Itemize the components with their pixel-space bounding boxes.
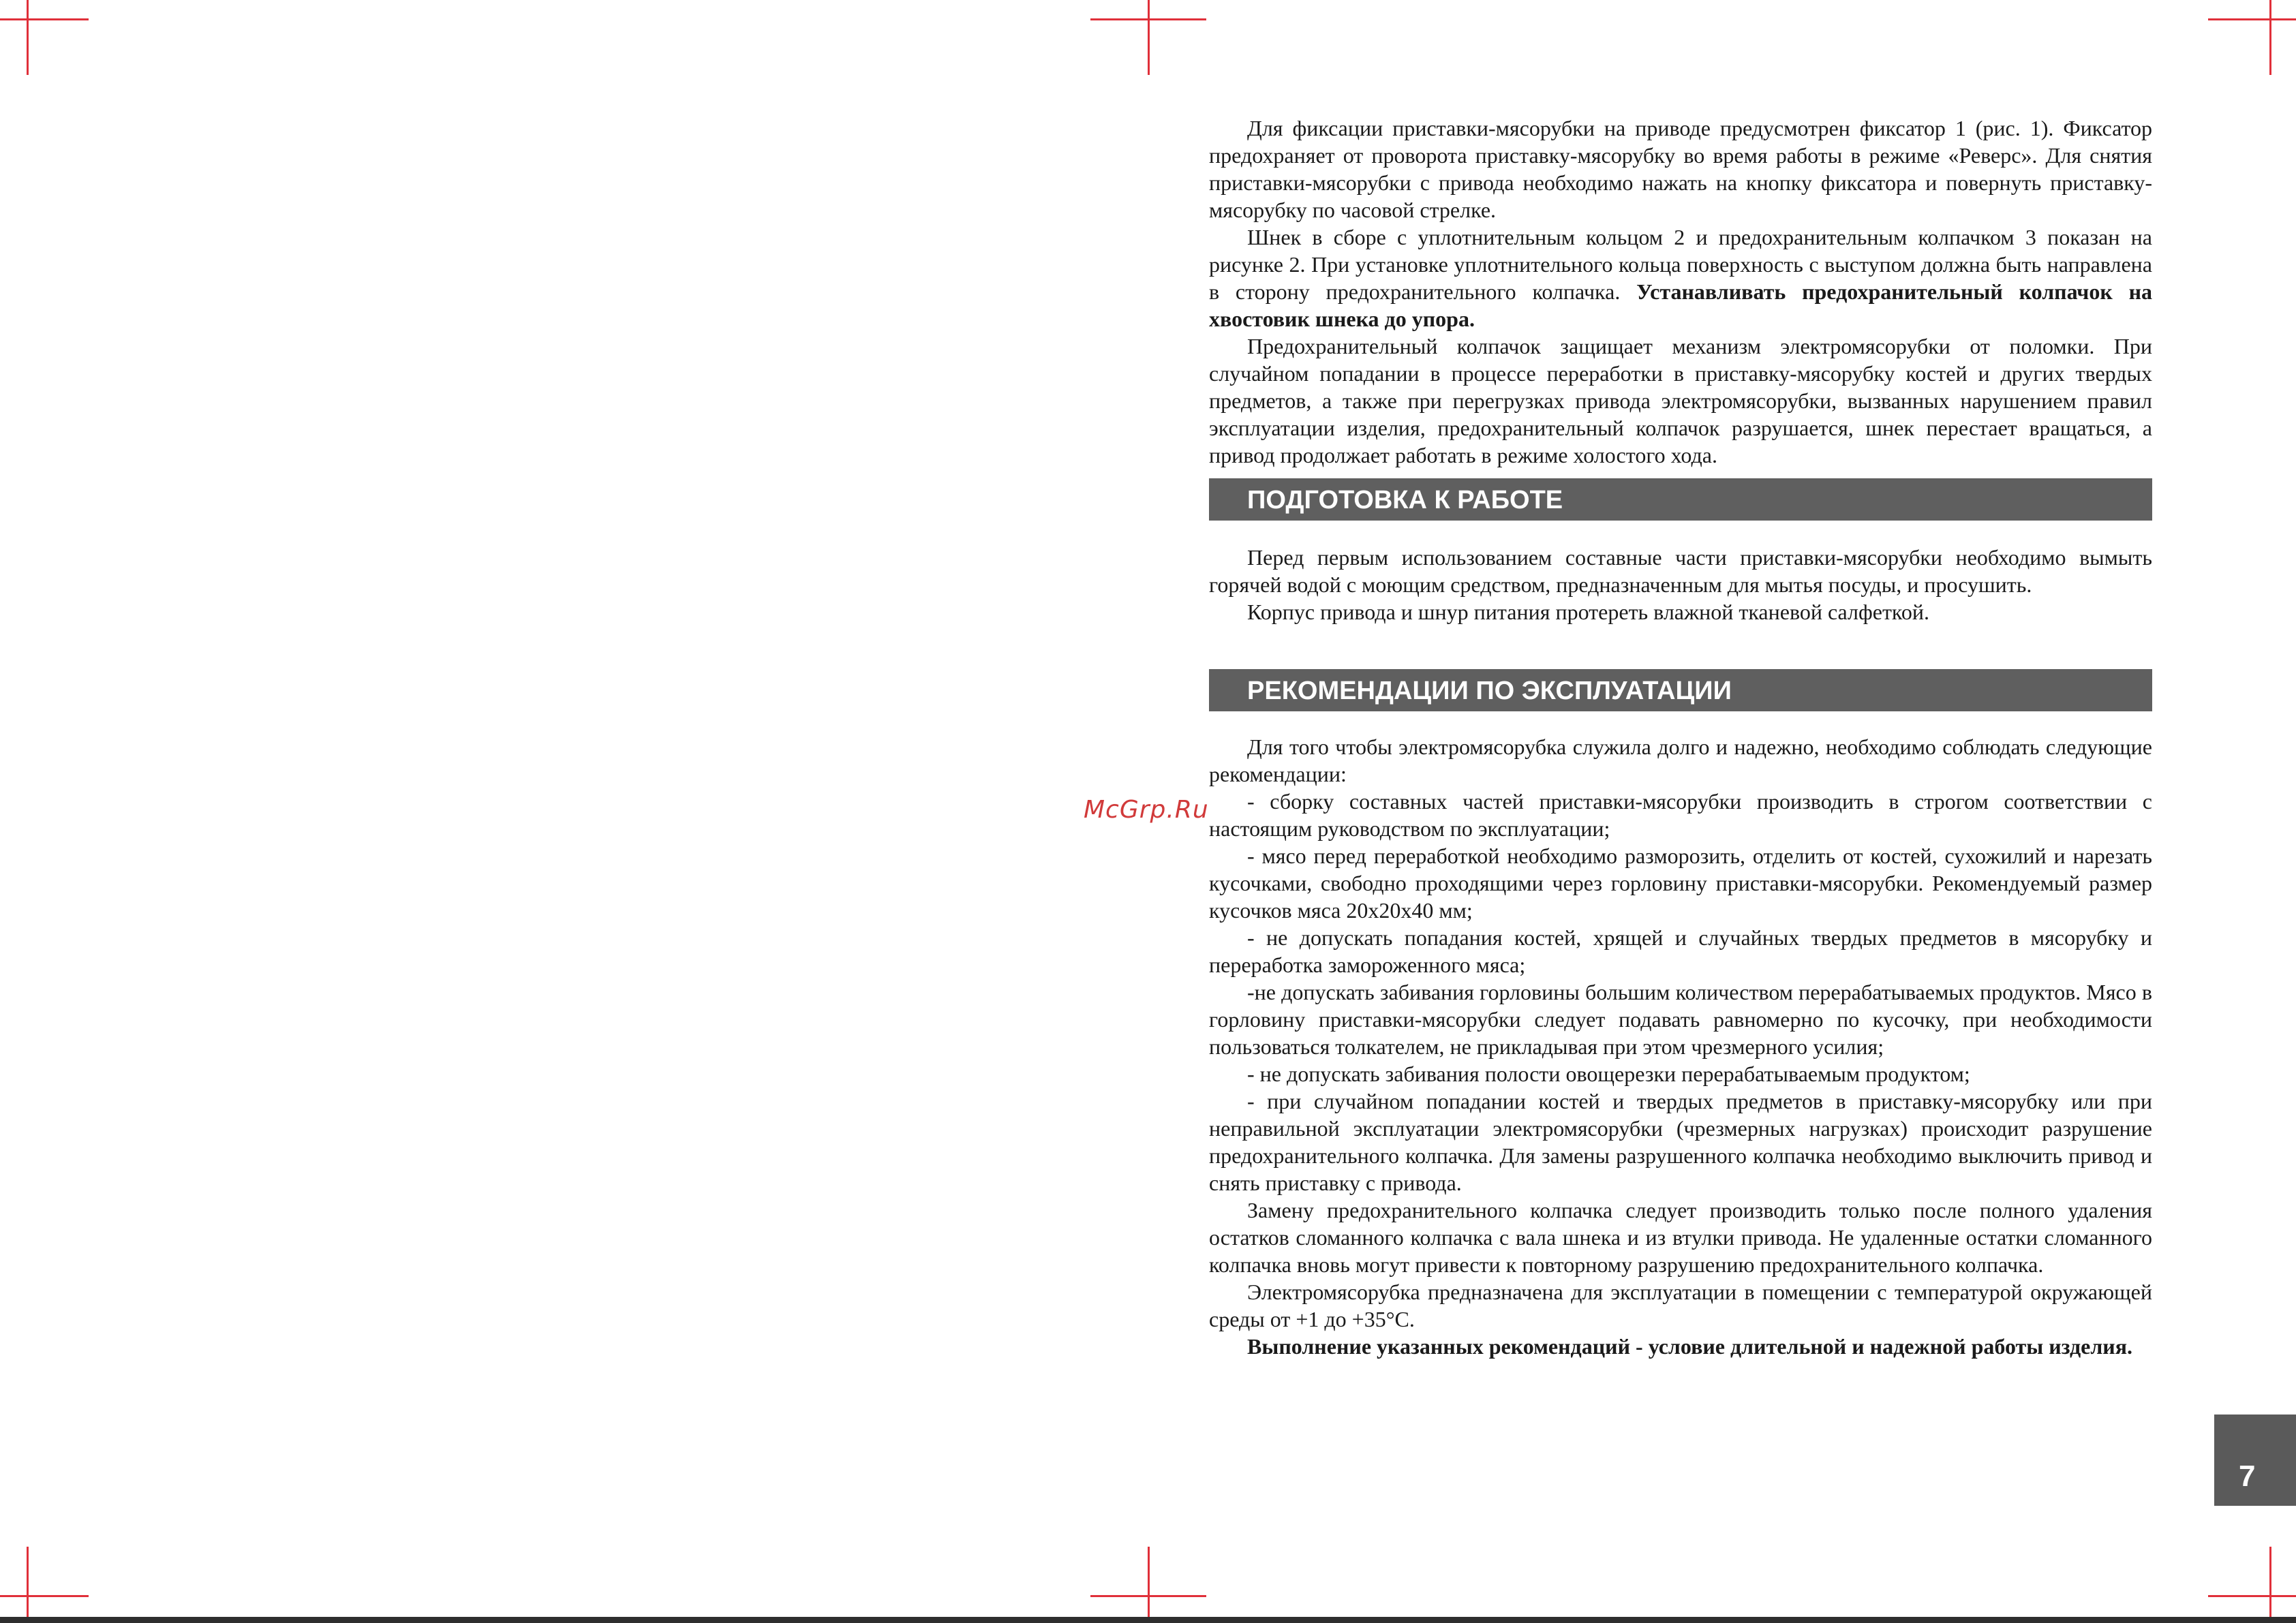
paragraph: Электромясорубка предназначена для эксплуатации в помещении с температурой окружающей среды от +1 до +35°С.	[1209, 1280, 2152, 1331]
crop-mark	[27, 0, 29, 75]
crop-mark	[2269, 1547, 2271, 1622]
list-item: -не допускать забивания горловины большим количеством перерабатываемых продуктов. Мясо в горловину приставки-мясорубки следует подавать равномерно по кусочку, при необходимости пользоваться толкателем, не прикладывая при этом чрезмерного усилия;	[1209, 980, 2152, 1059]
paragraph: Корпус привода и шнур питания протереть влажной тканевой салфеткой.	[1247, 600, 1929, 624]
crop-mark	[0, 1595, 89, 1597]
bottom-rule	[0, 1617, 2296, 1623]
section-heading: ПОДГОТОВКА К РАБОТЕ	[1209, 478, 2152, 521]
crop-mark	[0, 18, 89, 20]
list-item: - не допускать забивания полости овощерезки перерабатываемым продуктом;	[1247, 1062, 1970, 1086]
bold-instruction: Устанавливать предохранительный колпачок на хвостовик шнека до упора.	[1209, 279, 2153, 331]
paragraph-text: Шнек в сборе с уплотнительным кольцом 2 и предохранительным колпачком 3 показан на рисунке 2. При установке уплотнительного кольца поверхность с выступом должна быть направлена в сторону предохранительного колпачка.	[1209, 225, 2152, 304]
crop-mark	[1148, 0, 1150, 75]
page-number-tab	[2214, 1415, 2296, 1506]
page-number: 7	[2239, 1459, 2256, 1493]
paragraph: Перед первым использованием составные части приставки-мясорубки необходимо вымыть горячей водой с моющим средством, предназначенным для мытья посуды, и просушить.	[1209, 545, 2152, 597]
crop-mark	[2208, 1595, 2296, 1597]
crop-mark	[27, 1547, 29, 1622]
crop-mark	[2269, 0, 2271, 75]
section-heading: РЕКОМЕНДАЦИИ ПО ЭКСПЛУАТАЦИИ	[1209, 669, 2152, 711]
list-item: - мясо перед переработкой необходимо разморозить, отделить от костей, сухожилий и нарезать кусочками, свободно проходящими через горловину приставки-мясорубки. Рекомендуемый размер кусочков мяса 20х20х40 мм;	[1209, 844, 2152, 923]
paragraph: Замену предохранительного колпачка следует производить только после полного удаления остатков сломанного колпачка с вала шнека и из втулки привода. Не удаленные остатки сломанного колпачка вновь могут привести к повторному разрушению предохранительного колпачка.	[1209, 1198, 2152, 1277]
paragraph	[1209, 223, 2152, 333]
text-column	[1209, 114, 2152, 1360]
crop-mark	[1148, 1547, 1150, 1622]
paragraph: Предохранительный колпачок защищает механизм электромясорубки от поломки. При случайном попадании в процессе переработки в приставку-мясорубку костей и других твердых предметов, а также при перегрузках привода электромясорубки, вызванных нарушением правил эксплуатации изделия, предохранительный колпачок разрушается, шнек перестает вращаться, а привод продолжает работать в режиме холостого хода.	[1209, 334, 2152, 467]
closing-statement: Выполнение указанных рекомендаций - условие длительной и надежной работы изделия.	[1247, 1334, 2133, 1359]
list-item: - сборку составных частей приставки-мясорубки производить в строгом соответствии с настоящим руководством по эксплуатации;	[1209, 789, 2152, 841]
watermark: McGrp.Ru	[1084, 796, 1209, 824]
paragraph: Для фиксации приставки-мясорубки на приводе предусмотрен фиксатор 1 (рис. 1). Фиксатор предохраняет от проворота приставку-мясорубку во время работы в режиме «Реверс». Для снятия приставки-мясорубки с привода необходимо нажать на кнопку фиксатора и повернуть приставку-мясорубку по часовой стрелке.	[1209, 116, 2152, 222]
list-item: - при случайном попадании костей и твердых предметов в приставку-мясорубку или при неправильной эксплуатации электромясорубки (чрезмерных нагрузках) происходит разрушение предохранительного колпачка. Для замены разрушенного колпачка необходимо выключить привод и снять приставку с привода.	[1209, 1089, 2152, 1195]
crop-mark	[2208, 18, 2296, 20]
list-item: - не допускать попадания костей, хрящей и случайных твердых предметов в мясорубку и переработка замороженного мяса;	[1209, 925, 2152, 977]
paragraph: Для того чтобы электромясорубка служила долго и надежно, необходимо соблюдать следующие рекомендации:	[1209, 735, 2152, 786]
